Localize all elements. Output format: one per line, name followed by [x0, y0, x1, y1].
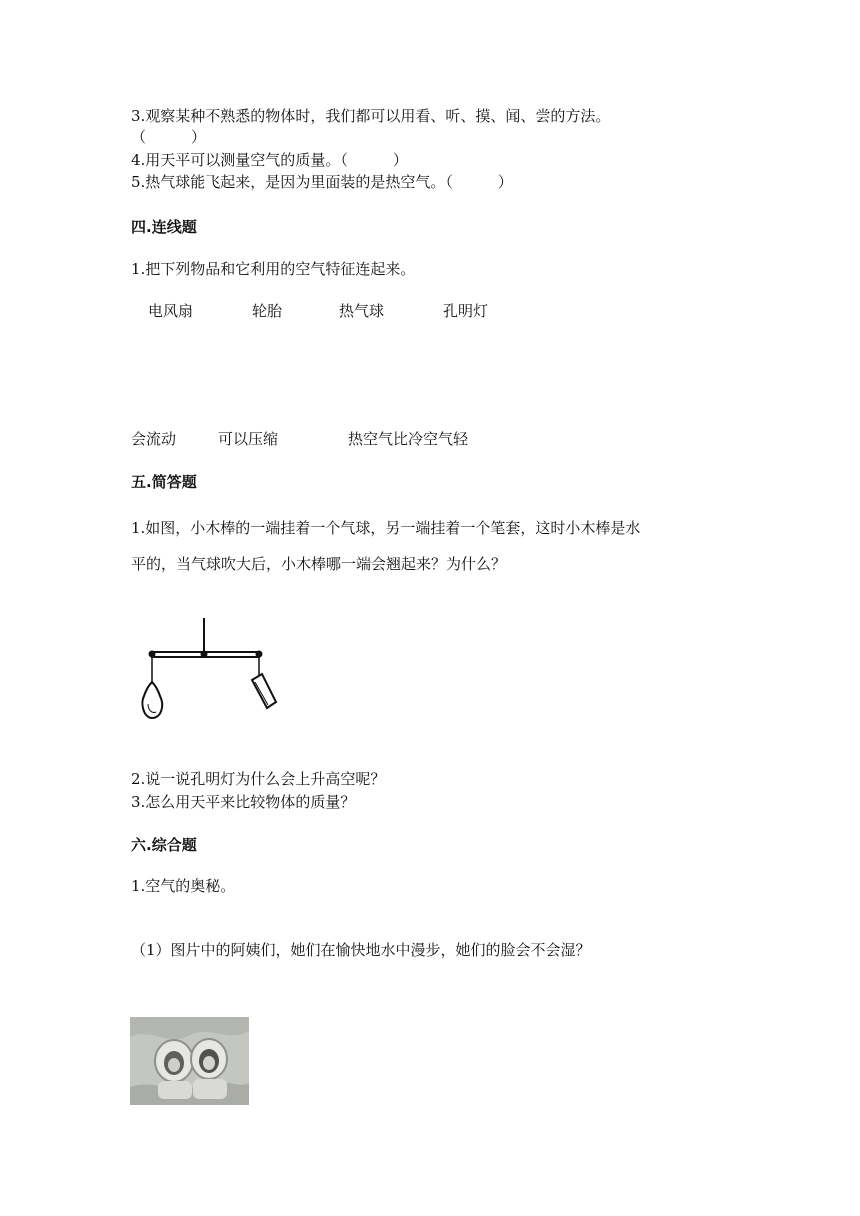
match-feature-compressible: 可以压缩: [218, 430, 279, 448]
section-5-question-1-line-2: 平的，当气球吹大后，小木棒哪一端会翘起来？为什么？: [131, 555, 507, 573]
section-5-question-2: 2.说一说孔明灯为什么会上升高空呢？: [131, 770, 386, 788]
section-6-question-1-sub-1: （1）图片中的阿姨们，她们在愉快地水中漫步，她们的脸会不会湿？: [131, 941, 591, 959]
section-5-title: 五.简答题: [131, 473, 197, 491]
section-5-question-1-line-1: 1.如图，小木棒的一端挂着一个气球，另一端挂着一个笔套，这时小木棒是水: [131, 519, 641, 537]
match-feature-hot-air-lighter: 热空气比冷空气轻: [348, 430, 469, 448]
tf-question-5: 5.热气球能飞起来，是因为里面装的是热空气。（ ）: [131, 173, 513, 191]
tf-question-3: 3.观察某种不熟悉的物体时，我们都可以用看、听、摸、闻、尝的方法。: [131, 107, 611, 125]
section-4-question-1: 1.把下列物品和它利用的空气特征连起来。: [131, 260, 416, 278]
section-6-title: 六.综合题: [131, 836, 197, 854]
right-end-point: [256, 651, 263, 658]
photo-illustration: [130, 1017, 249, 1105]
pen-cap-icon: [252, 674, 276, 708]
match-item-sky-lantern: 孔明灯: [443, 302, 489, 320]
section-4-title: 四.连线题: [131, 218, 197, 236]
pivot-point: [201, 651, 208, 658]
match-item-hot-air-balloon: 热气球: [339, 302, 385, 320]
match-item-fan: 电风扇: [148, 302, 194, 320]
balloon-shading: [148, 704, 156, 713]
section-6-question-1: 1.空气的奥秘。: [131, 877, 236, 895]
divers-photo: [130, 1017, 249, 1105]
tf-question-4: 4.用天平可以测量空气的质量。（ ）: [131, 151, 408, 169]
section-5-question-3: 3.怎么用天平来比较物体的质量？: [131, 793, 356, 811]
match-feature-flows: 会流动: [131, 430, 177, 448]
tf-question-3-answer-blank: （ ）: [131, 128, 207, 146]
balloon-lever-diagram: [134, 614, 284, 726]
match-item-tire: 轮胎: [252, 302, 283, 320]
left-end-point: [149, 651, 156, 658]
